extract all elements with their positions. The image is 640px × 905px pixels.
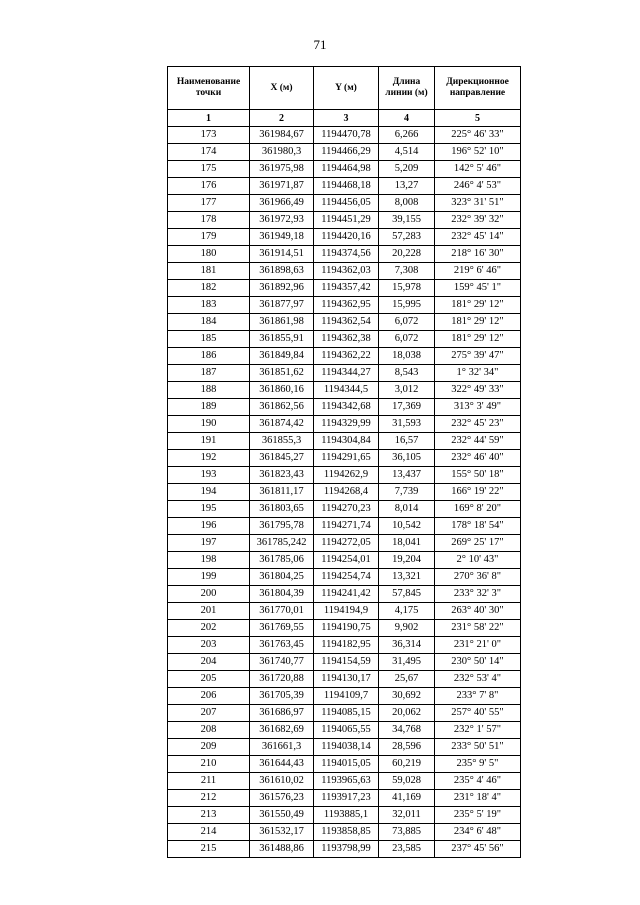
point-name-cell: 215 — [168, 841, 250, 858]
direction-cell: 218° 16' 30" — [435, 246, 521, 263]
line-length-cell: 34,768 — [379, 722, 435, 739]
direction-cell: 323° 31' 51" — [435, 195, 521, 212]
y-cell: 1194109,7 — [314, 688, 379, 705]
x-cell: 361488,86 — [250, 841, 314, 858]
line-length-cell: 20,228 — [379, 246, 435, 263]
direction-cell: 181° 29' 12" — [435, 314, 521, 331]
header-line-length: Длина линии (м) — [379, 67, 435, 110]
table-row — [168, 484, 521, 501]
table-row — [168, 603, 521, 620]
x-cell: 361811,17 — [250, 484, 314, 501]
table-row — [168, 195, 521, 212]
table-row — [168, 365, 521, 382]
y-cell: 1194065,55 — [314, 722, 379, 739]
line-length-cell: 59,028 — [379, 773, 435, 790]
y-cell: 1194362,95 — [314, 297, 379, 314]
header-y: Y (м) — [314, 67, 379, 110]
line-length-cell: 15,995 — [379, 297, 435, 314]
direction-cell: 235° 4' 46" — [435, 773, 521, 790]
y-cell: 1194038,14 — [314, 739, 379, 756]
y-cell: 1194254,01 — [314, 552, 379, 569]
y-cell: 1193965,63 — [314, 773, 379, 790]
x-cell: 361851,62 — [250, 365, 314, 382]
point-name-cell: 190 — [168, 416, 250, 433]
direction-cell: 196° 52' 10" — [435, 144, 521, 161]
table-row — [168, 654, 521, 671]
point-name-cell: 198 — [168, 552, 250, 569]
direction-cell: 159° 45' 1" — [435, 280, 521, 297]
point-name-cell: 177 — [168, 195, 250, 212]
y-cell: 1194268,4 — [314, 484, 379, 501]
table-row — [168, 501, 521, 518]
x-cell: 361740,77 — [250, 654, 314, 671]
direction-cell: 142° 5' 46" — [435, 161, 521, 178]
x-cell: 361874,42 — [250, 416, 314, 433]
point-name-cell: 204 — [168, 654, 250, 671]
table-row — [168, 382, 521, 399]
x-cell: 361972,93 — [250, 212, 314, 229]
point-name-cell: 191 — [168, 433, 250, 450]
x-cell: 361803,65 — [250, 501, 314, 518]
x-cell: 361576,23 — [250, 790, 314, 807]
y-cell: 1193858,85 — [314, 824, 379, 841]
table-row — [168, 399, 521, 416]
point-name-cell: 197 — [168, 535, 250, 552]
x-cell: 361975,98 — [250, 161, 314, 178]
point-name-cell: 214 — [168, 824, 250, 841]
line-length-cell: 30,692 — [379, 688, 435, 705]
line-length-cell: 13,437 — [379, 467, 435, 484]
column-number: 5 — [435, 110, 521, 127]
y-cell: 1194362,54 — [314, 314, 379, 331]
direction-cell: 270° 36' 8" — [435, 569, 521, 586]
x-cell: 361785,06 — [250, 552, 314, 569]
table-row — [168, 756, 521, 773]
header-x: X (м) — [250, 67, 314, 110]
x-cell: 361845,27 — [250, 450, 314, 467]
table-row — [168, 127, 521, 144]
y-cell: 1194362,38 — [314, 331, 379, 348]
table-row — [168, 450, 521, 467]
direction-cell: 235° 9' 5" — [435, 756, 521, 773]
line-length-cell: 57,283 — [379, 229, 435, 246]
point-name-cell: 186 — [168, 348, 250, 365]
header-point-name: Наименование точки — [168, 67, 250, 110]
point-name-cell: 189 — [168, 399, 250, 416]
y-cell: 1194085,15 — [314, 705, 379, 722]
line-length-cell: 18,041 — [379, 535, 435, 552]
table-row — [168, 739, 521, 756]
direction-cell: 275° 39' 47" — [435, 348, 521, 365]
point-name-cell: 196 — [168, 518, 250, 535]
table-row — [168, 841, 521, 858]
table-row — [168, 178, 521, 195]
x-cell: 361914,51 — [250, 246, 314, 263]
point-name-cell: 173 — [168, 127, 250, 144]
line-length-cell: 4,514 — [379, 144, 435, 161]
column-number: 2 — [250, 110, 314, 127]
x-cell: 361686,97 — [250, 705, 314, 722]
header-direction: Дирекционное направление — [435, 67, 521, 110]
line-length-cell: 7,739 — [379, 484, 435, 501]
y-cell: 1194451,29 — [314, 212, 379, 229]
direction-cell: 1° 32' 34" — [435, 365, 521, 382]
x-cell: 361661,3 — [250, 739, 314, 756]
y-cell: 1194194,9 — [314, 603, 379, 620]
x-cell: 361892,96 — [250, 280, 314, 297]
y-cell: 1194344,5 — [314, 382, 379, 399]
direction-cell: 2° 10' 43" — [435, 552, 521, 569]
y-cell: 1194154,59 — [314, 654, 379, 671]
table-row — [168, 552, 521, 569]
point-name-cell: 174 — [168, 144, 250, 161]
point-name-cell: 213 — [168, 807, 250, 824]
coordinates-table — [167, 66, 521, 858]
table-row — [168, 586, 521, 603]
point-name-cell: 176 — [168, 178, 250, 195]
point-name-cell: 212 — [168, 790, 250, 807]
direction-cell: 232° 53' 4" — [435, 671, 521, 688]
x-cell: 361862,56 — [250, 399, 314, 416]
point-name-cell: 203 — [168, 637, 250, 654]
table-row — [168, 671, 521, 688]
y-cell: 1194420,16 — [314, 229, 379, 246]
line-length-cell: 20,062 — [379, 705, 435, 722]
y-cell: 1194344,27 — [314, 365, 379, 382]
x-cell: 361860,16 — [250, 382, 314, 399]
direction-cell: 269° 25' 17" — [435, 535, 521, 552]
table-row — [168, 314, 521, 331]
line-length-cell: 32,011 — [379, 807, 435, 824]
table-row — [168, 790, 521, 807]
column-number-row — [168, 110, 521, 127]
line-length-cell: 28,596 — [379, 739, 435, 756]
line-length-cell: 23,585 — [379, 841, 435, 858]
line-length-cell: 7,308 — [379, 263, 435, 280]
line-length-cell: 19,204 — [379, 552, 435, 569]
y-cell: 1194271,74 — [314, 518, 379, 535]
y-cell: 1194464,98 — [314, 161, 379, 178]
page-number: 71 — [313, 37, 327, 52]
line-length-cell: 13,27 — [379, 178, 435, 195]
table-row — [168, 807, 521, 824]
point-name-cell: 187 — [168, 365, 250, 382]
y-cell: 1194362,03 — [314, 263, 379, 280]
line-length-cell: 4,175 — [379, 603, 435, 620]
y-cell: 1194342,68 — [314, 399, 379, 416]
line-length-cell: 6,266 — [379, 127, 435, 144]
point-name-cell: 182 — [168, 280, 250, 297]
point-name-cell: 181 — [168, 263, 250, 280]
table-row — [168, 620, 521, 637]
x-cell: 361532,17 — [250, 824, 314, 841]
direction-cell: 219° 6' 46" — [435, 263, 521, 280]
line-length-cell: 13,321 — [379, 569, 435, 586]
direction-cell: 155° 50' 18" — [435, 467, 521, 484]
y-cell: 1194329,99 — [314, 416, 379, 433]
y-cell: 1194182,95 — [314, 637, 379, 654]
point-name-cell: 195 — [168, 501, 250, 518]
direction-cell: 169° 8' 20" — [435, 501, 521, 518]
header-row — [168, 67, 521, 110]
direction-cell: 231° 18' 4" — [435, 790, 521, 807]
line-length-cell: 9,902 — [379, 620, 435, 637]
x-cell: 361550,49 — [250, 807, 314, 824]
direction-cell: 230° 50' 14" — [435, 654, 521, 671]
y-cell: 1194291,65 — [314, 450, 379, 467]
line-length-cell: 6,072 — [379, 331, 435, 348]
table-row — [168, 348, 521, 365]
y-cell: 1194270,23 — [314, 501, 379, 518]
direction-cell: 232° 46' 40" — [435, 450, 521, 467]
x-cell: 361763,45 — [250, 637, 314, 654]
x-cell: 361949,18 — [250, 229, 314, 246]
line-length-cell: 17,369 — [379, 399, 435, 416]
table-row — [168, 280, 521, 297]
table-row — [168, 331, 521, 348]
column-number: 4 — [379, 110, 435, 127]
point-name-cell: 209 — [168, 739, 250, 756]
y-cell: 1194357,42 — [314, 280, 379, 297]
x-cell: 361804,39 — [250, 586, 314, 603]
point-name-cell: 183 — [168, 297, 250, 314]
x-cell: 361720,88 — [250, 671, 314, 688]
line-length-cell: 73,885 — [379, 824, 435, 841]
column-number: 1 — [168, 110, 250, 127]
point-name-cell: 180 — [168, 246, 250, 263]
point-name-cell: 179 — [168, 229, 250, 246]
point-name-cell: 194 — [168, 484, 250, 501]
direction-cell: 231° 58' 22" — [435, 620, 521, 637]
line-length-cell: 18,038 — [379, 348, 435, 365]
y-cell: 1194456,05 — [314, 195, 379, 212]
direction-cell: 181° 29' 12" — [435, 331, 521, 348]
point-name-cell: 202 — [168, 620, 250, 637]
x-cell: 361861,98 — [250, 314, 314, 331]
direction-cell: 232° 1' 57" — [435, 722, 521, 739]
line-length-cell: 16,57 — [379, 433, 435, 450]
x-cell: 361984,67 — [250, 127, 314, 144]
y-cell: 1194272,05 — [314, 535, 379, 552]
y-cell: 1194374,56 — [314, 246, 379, 263]
table-row — [168, 637, 521, 654]
point-name-cell: 208 — [168, 722, 250, 739]
line-length-cell: 31,593 — [379, 416, 435, 433]
x-cell: 361644,43 — [250, 756, 314, 773]
line-length-cell: 6,072 — [379, 314, 435, 331]
table-row — [168, 416, 521, 433]
y-cell: 1193885,1 — [314, 807, 379, 824]
x-cell: 361980,3 — [250, 144, 314, 161]
table-row — [168, 688, 521, 705]
line-length-cell: 36,314 — [379, 637, 435, 654]
direction-cell: 233° 32' 3" — [435, 586, 521, 603]
point-name-cell: 211 — [168, 773, 250, 790]
table-row — [168, 246, 521, 263]
point-name-cell: 210 — [168, 756, 250, 773]
y-cell: 1193798,99 — [314, 841, 379, 858]
direction-cell: 237° 45' 56" — [435, 841, 521, 858]
point-name-cell: 184 — [168, 314, 250, 331]
direction-cell: 322° 49' 33" — [435, 382, 521, 399]
point-name-cell: 185 — [168, 331, 250, 348]
line-length-cell: 8,014 — [379, 501, 435, 518]
point-name-cell: 192 — [168, 450, 250, 467]
x-cell: 361769,55 — [250, 620, 314, 637]
direction-cell: 233° 7' 8" — [435, 688, 521, 705]
direction-cell: 232° 44' 59" — [435, 433, 521, 450]
direction-cell: 231° 21' 0" — [435, 637, 521, 654]
y-cell: 1194190,75 — [314, 620, 379, 637]
direction-cell: 263° 40' 30" — [435, 603, 521, 620]
point-name-cell: 206 — [168, 688, 250, 705]
table-row — [168, 144, 521, 161]
y-cell: 1194015,05 — [314, 756, 379, 773]
column-number: 3 — [314, 110, 379, 127]
line-length-cell: 39,155 — [379, 212, 435, 229]
x-cell: 361682,69 — [250, 722, 314, 739]
line-length-cell: 36,105 — [379, 450, 435, 467]
x-cell: 361804,25 — [250, 569, 314, 586]
x-cell: 361610,02 — [250, 773, 314, 790]
line-length-cell: 41,169 — [379, 790, 435, 807]
x-cell: 361971,87 — [250, 178, 314, 195]
x-cell: 361849,84 — [250, 348, 314, 365]
direction-cell: 232° 39' 32" — [435, 212, 521, 229]
x-cell: 361898,63 — [250, 263, 314, 280]
direction-cell: 225° 46' 33" — [435, 127, 521, 144]
y-cell: 1194304,84 — [314, 433, 379, 450]
table-body — [168, 127, 521, 858]
point-name-cell: 178 — [168, 212, 250, 229]
line-length-cell: 57,845 — [379, 586, 435, 603]
x-cell: 361705,39 — [250, 688, 314, 705]
table-row — [168, 433, 521, 450]
y-cell: 1194362,22 — [314, 348, 379, 365]
table-row — [168, 518, 521, 535]
y-cell: 1194262,9 — [314, 467, 379, 484]
y-cell: 1194241,42 — [314, 586, 379, 603]
table-row — [168, 705, 521, 722]
point-name-cell: 207 — [168, 705, 250, 722]
line-length-cell: 3,012 — [379, 382, 435, 399]
line-length-cell: 8,543 — [379, 365, 435, 382]
table-row — [168, 824, 521, 841]
line-length-cell: 10,542 — [379, 518, 435, 535]
table-row — [168, 263, 521, 280]
line-length-cell: 15,978 — [379, 280, 435, 297]
x-cell: 361823,43 — [250, 467, 314, 484]
direction-cell: 232° 45' 23" — [435, 416, 521, 433]
point-name-cell: 205 — [168, 671, 250, 688]
table-row — [168, 773, 521, 790]
table-row — [168, 722, 521, 739]
direction-cell: 233° 50' 51" — [435, 739, 521, 756]
line-length-cell: 25,67 — [379, 671, 435, 688]
point-name-cell: 199 — [168, 569, 250, 586]
y-cell: 1194130,17 — [314, 671, 379, 688]
table-row — [168, 297, 521, 314]
table-row — [168, 467, 521, 484]
direction-cell: 246° 4' 53" — [435, 178, 521, 195]
table-row — [168, 212, 521, 229]
direction-cell: 257° 40' 55" — [435, 705, 521, 722]
x-cell: 361855,3 — [250, 433, 314, 450]
point-name-cell: 188 — [168, 382, 250, 399]
direction-cell: 235° 5' 19" — [435, 807, 521, 824]
table-row — [168, 535, 521, 552]
direction-cell: 232° 45' 14" — [435, 229, 521, 246]
line-length-cell: 31,495 — [379, 654, 435, 671]
direction-cell: 313° 3' 49" — [435, 399, 521, 416]
line-length-cell: 8,008 — [379, 195, 435, 212]
x-cell: 361966,49 — [250, 195, 314, 212]
line-length-cell: 5,209 — [379, 161, 435, 178]
point-name-cell: 201 — [168, 603, 250, 620]
x-cell: 361795,78 — [250, 518, 314, 535]
x-cell: 361770,01 — [250, 603, 314, 620]
direction-cell: 178° 18' 54" — [435, 518, 521, 535]
direction-cell: 181° 29' 12" — [435, 297, 521, 314]
point-name-cell: 200 — [168, 586, 250, 603]
y-cell: 1194466,29 — [314, 144, 379, 161]
y-cell: 1193917,23 — [314, 790, 379, 807]
y-cell: 1194468,18 — [314, 178, 379, 195]
direction-cell: 234° 6' 48" — [435, 824, 521, 841]
line-length-cell: 60,219 — [379, 756, 435, 773]
table-row — [168, 161, 521, 178]
point-name-cell: 175 — [168, 161, 250, 178]
x-cell: 361877,97 — [250, 297, 314, 314]
table-row — [168, 229, 521, 246]
table-row — [168, 569, 521, 586]
point-name-cell: 193 — [168, 467, 250, 484]
y-cell: 1194254,74 — [314, 569, 379, 586]
direction-cell: 166° 19' 22" — [435, 484, 521, 501]
x-cell: 361855,91 — [250, 331, 314, 348]
x-cell: 361785,242 — [250, 535, 314, 552]
y-cell: 1194470,78 — [314, 127, 379, 144]
